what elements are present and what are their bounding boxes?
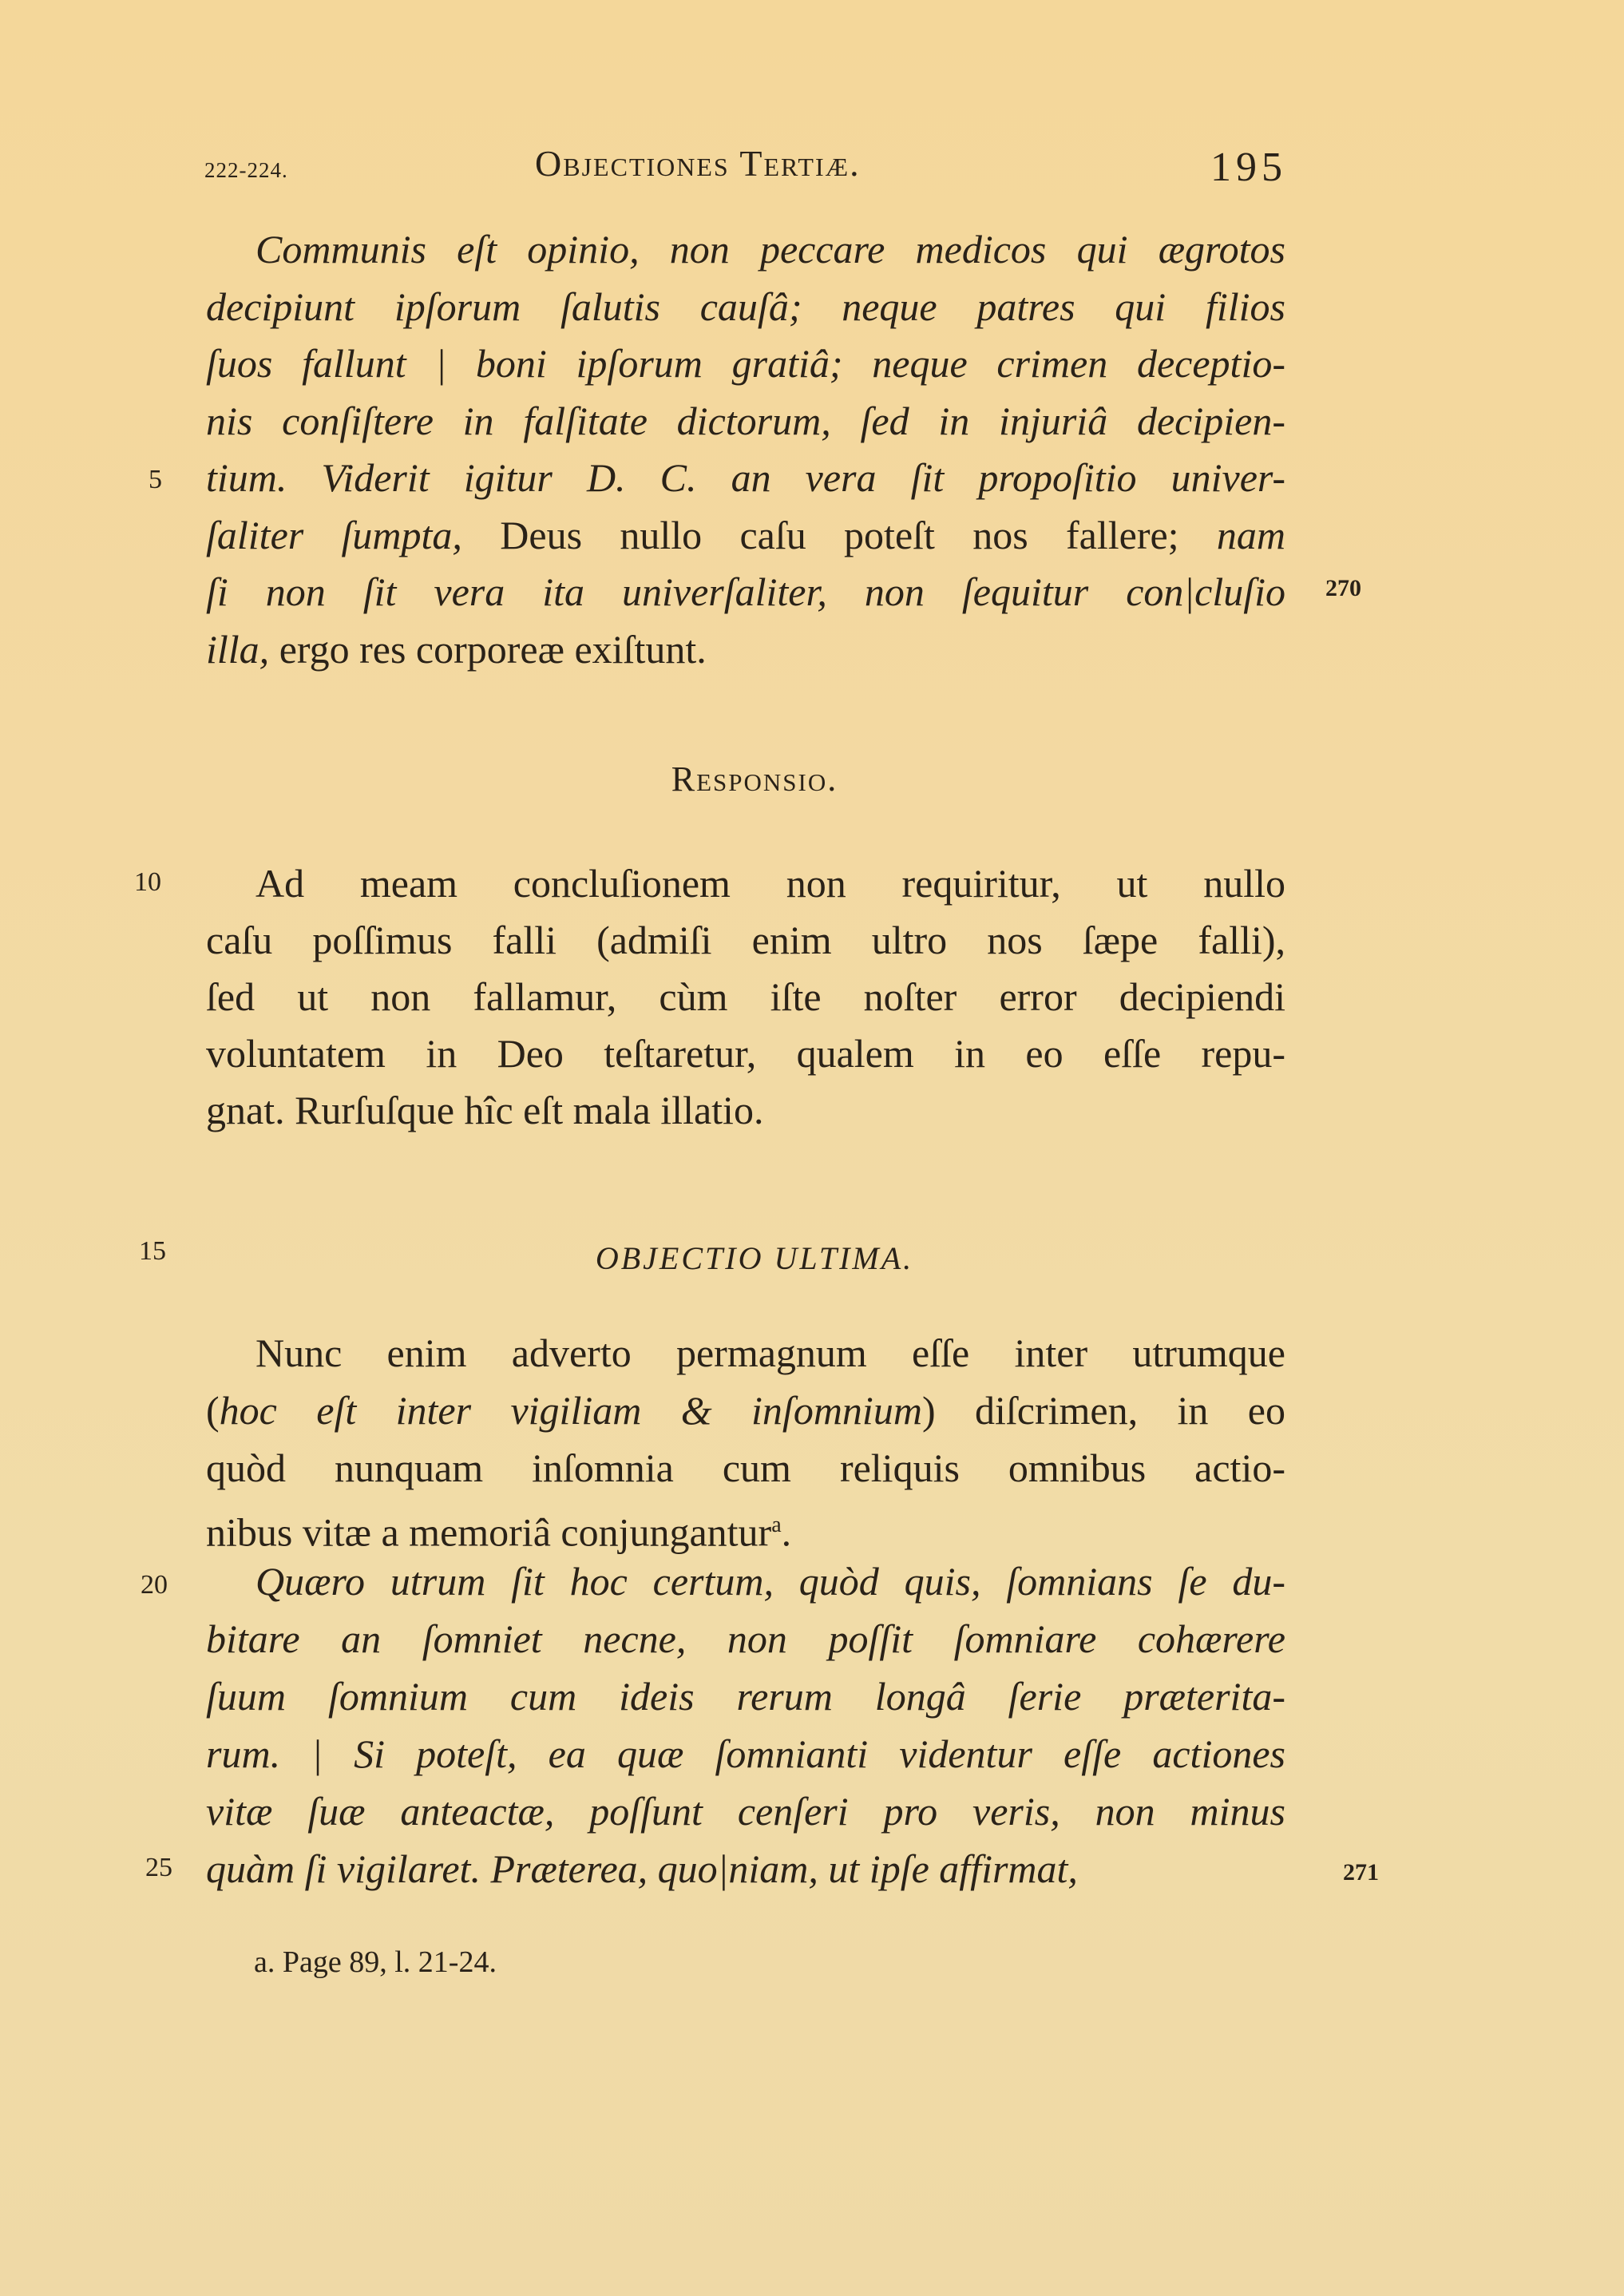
text-line (206, 511, 1285, 559)
text-run: nam (1216, 512, 1286, 557)
text-line: bitare an ſomniet necne, non poſſit ſomniare cohærere (206, 1616, 1285, 1661)
text-line (206, 339, 1285, 387)
page-number: 195 (1210, 145, 1287, 190)
text-line: rum. | Si poteſt, ea quæ ſomnianti videntur eſſe actiones (206, 1731, 1285, 1776)
text-line (206, 283, 1285, 331)
text-line: caſu poſſimus falli (admiſi enim ultro nos ſæpe falli), (206, 918, 1285, 962)
text-run: ſaliter ſumpta, (206, 512, 501, 557)
text-run: ergo res corporeæ exiſtunt. (279, 626, 707, 672)
text-run: ) diſcrimen, in eo (921, 1388, 1285, 1433)
text-line (255, 225, 1285, 273)
text-run: nibus vitæ a memoriâ conjungantur (206, 1509, 772, 1555)
line-number-25: 25 (145, 1853, 172, 1882)
margin-reference-271: 271 (1343, 1859, 1379, 1886)
text-run: nis conſiſtere in falſitate dictorum, ſed in injuriâ decipien- (206, 398, 1285, 443)
text-line: quàm ſi vigilaret. Præterea, quo|niam, ut ipſe affirmat, (206, 1846, 1078, 1891)
objectio-ultima-heading: OBJECTIO ULTIMA. (595, 1240, 914, 1276)
text-line (206, 1501, 1285, 1556)
running-title: Objectiones Tertiæ. (535, 143, 861, 184)
text-run: quòd nunquam inſomnia cum reliquis omnibus actio- (206, 1445, 1285, 1490)
text-run: a (771, 1513, 782, 1537)
text-line: voluntatem in Deo teſtaretur, qualem in eo eſſe repu- (206, 1031, 1285, 1076)
text-run: ſuos fallunt | boni ipſorum gratiâ; neque crimen deceptio- (206, 341, 1285, 386)
text-run: tium. Viderit igitur D. C. an vera ſit propoſitio univer- (206, 455, 1285, 500)
text-line (206, 1386, 1285, 1434)
text-run: ſi non ſit vera ita univerſaliter, non ſequitur con|cluſio (206, 569, 1285, 614)
line-number-5: 5 (149, 465, 162, 494)
text-line: Quæro utrum ſit hoc certum, quòd quis, ſomnians ſe du- (255, 1559, 1285, 1604)
text-line (255, 1329, 1285, 1377)
text-line (206, 568, 1285, 616)
line-number-15: 15 (139, 1236, 166, 1266)
text-line (206, 454, 1285, 502)
text-run: Nunc enim adverto permagnum eſſe inter utrumque (255, 1330, 1285, 1375)
text-line: gnat. Rurſuſque hîc eſt mala illatio. (206, 1088, 764, 1132)
text-line (206, 1444, 1285, 1492)
margin-reference-270: 270 (1325, 575, 1361, 601)
footnote: a. Page 89, l. 21-24. (254, 1945, 497, 1979)
header-section-range: 222-224. (204, 158, 288, 182)
text-line (206, 625, 1285, 673)
text-line: ſed ut non fallamur, cùm iſte noſter error decipiendi (206, 974, 1285, 1019)
text-run: hoc eſt inter vigiliam & inſomnium (219, 1388, 922, 1433)
text-line: ſuum ſomnium cum ideis rerum longâ ſerie præterita- (206, 1674, 1285, 1719)
text-run: illa, (206, 626, 279, 672)
responsio-heading: Responsio. (671, 759, 838, 799)
text-line: Ad meam concluſionem non requiritur, ut nullo (255, 861, 1285, 906)
text-run: Communis eſt opinio, non peccare medicos qui ægrotos (255, 227, 1285, 272)
line-number-20: 20 (141, 1570, 168, 1600)
text-run: . (781, 1509, 792, 1555)
line-number-10: 10 (134, 867, 161, 897)
text-run: Deus nullo caſu poteſt nos fallere; (500, 512, 1217, 557)
text-run: decipiunt ipſorum ſalutis cauſâ; neque patres qui filios (206, 284, 1285, 329)
text-run: ( (206, 1388, 220, 1433)
text-line: vitæ ſuæ anteactæ, poſſunt cenſeri pro veris, non minus (206, 1789, 1285, 1834)
text-line (206, 397, 1285, 445)
